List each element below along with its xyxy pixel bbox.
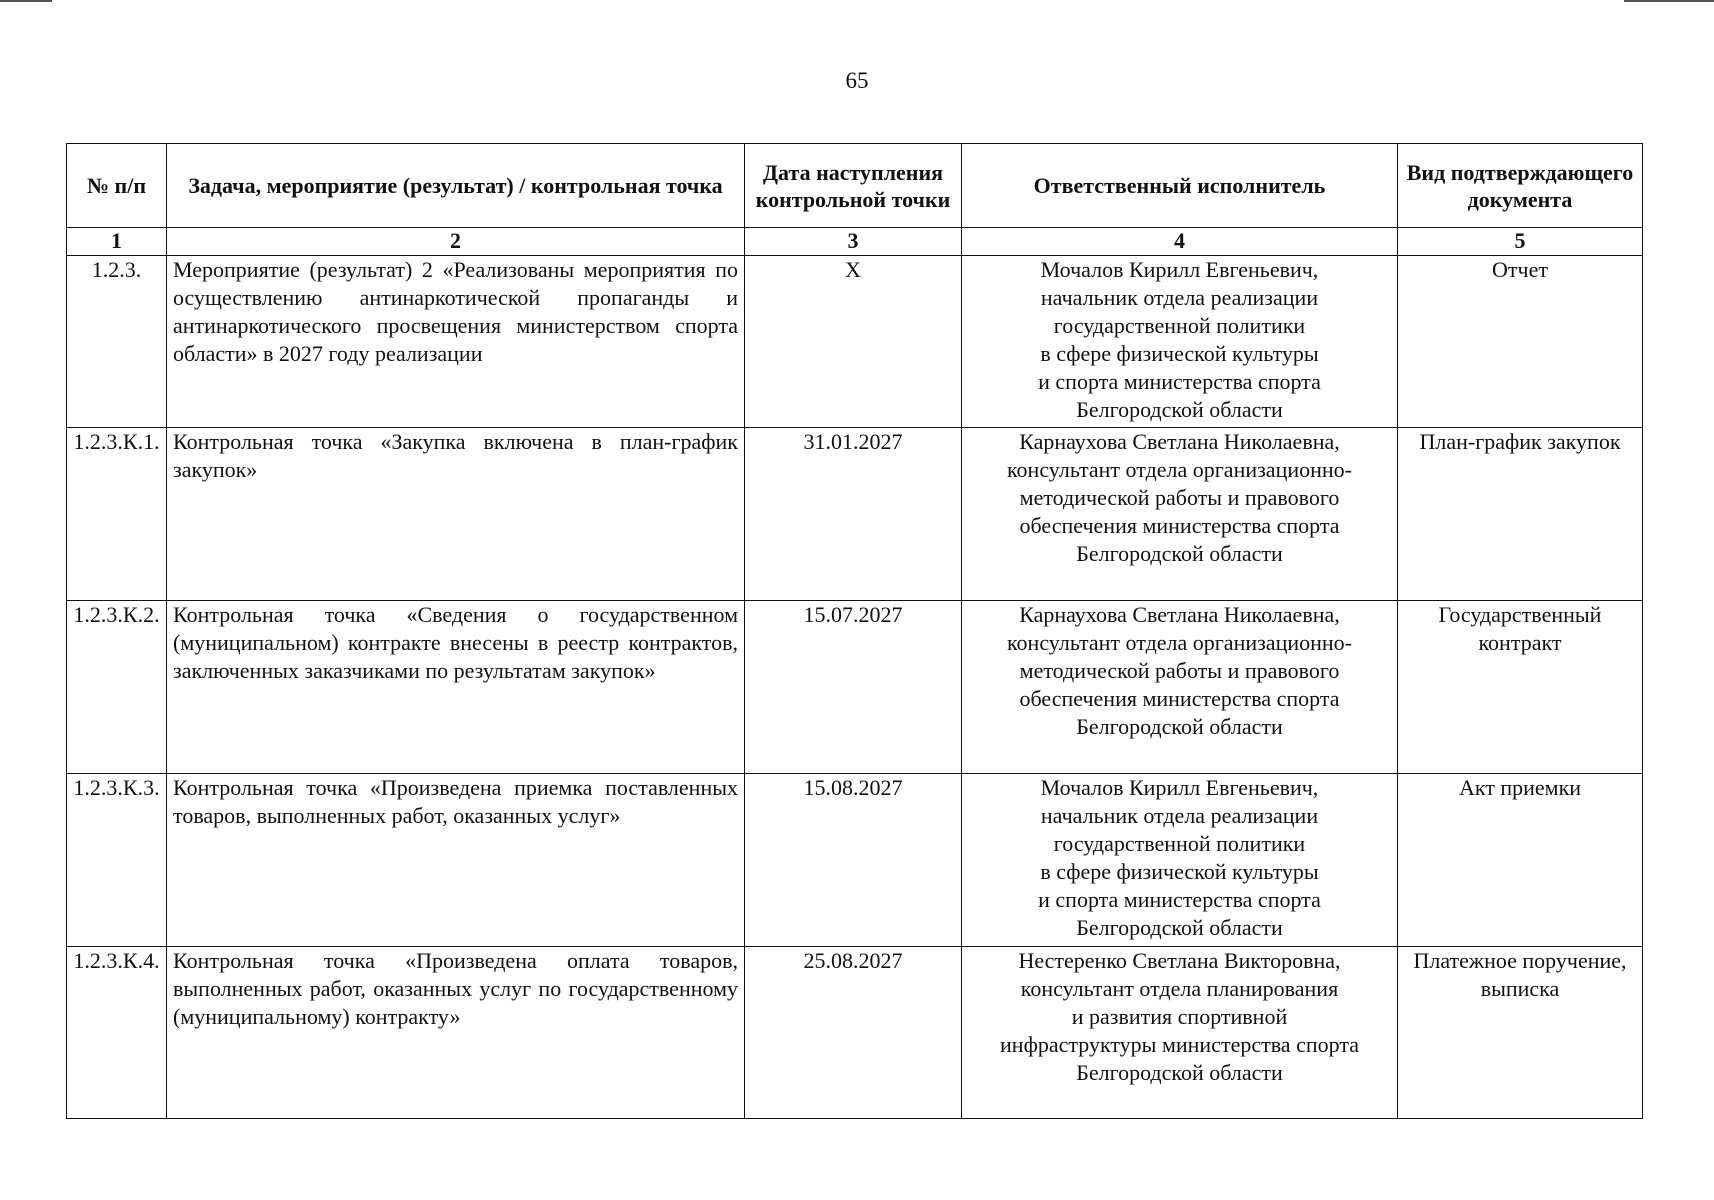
responsible-line: и развития спортивной [1071,1004,1288,1029]
row-number: 1.2.3.К.3. [67,774,167,947]
responsible-line: начальник отдела реализации [1040,285,1319,310]
row-date: 15.08.2027 [745,774,962,947]
row-task: Контрольная точка «Сведения о государственном (муниципальном) контракте внесены в реестр контрактов, заключенных заказчиками по результатам закупок» [167,601,745,774]
row-task: Контрольная точка «Закупка включена в план-график закупок» [167,428,745,601]
page-number: 65 [845,68,869,93]
header-document: Вид подтверждающего документа [1398,144,1643,228]
responsible-line: консультант отдела планирования [1020,976,1339,1001]
row-number: 1.2.3.К.1. [67,428,167,601]
row-document: Государственный контракт [1398,601,1643,774]
responsible-line: в сфере физической культуры [1040,859,1319,884]
responsible-line: инфраструктуры министерства спорта [1000,1032,1359,1057]
responsible-line: Мочалов Кирилл Евгеньевич, [1040,257,1319,282]
row-task: Контрольная точка «Произведена приемка поставленных товаров, выполненных работ, оказанных услуг» [167,774,745,947]
row-responsible [962,774,1398,947]
responsible-line: методической работы и правового [1019,485,1340,510]
table-row [67,774,1643,947]
row-date: 25.08.2027 [745,947,962,1119]
row-date: 15.07.2027 [745,601,962,774]
row-responsible [962,947,1398,1119]
column-number: 4 [962,228,1398,256]
responsible-line: Белгородской области [1076,397,1283,422]
column-number: 2 [167,228,745,256]
responsible-line: Мочалов Кирилл Евгеньевич, [1040,775,1319,800]
responsible-line: методической работы и правового [1019,658,1340,683]
responsible-line: обеспечения министерства спорта [1019,686,1340,711]
responsible-line: консультант отдела организационно- [1006,630,1352,655]
row-task: Мероприятие (результат) 2 «Реализованы мероприятия по осуществлению антинаркотической пропаганды и антинаркотического просвещения министерством спорта области» в 2027 году реализации [167,256,745,428]
table-row [67,256,1643,428]
table-header-row [67,144,1643,228]
column-number: 3 [745,228,962,256]
table-row [67,947,1643,1119]
row-date: X [745,256,962,428]
responsible-line: и спорта министерства спорта [1038,369,1321,394]
table-row [67,601,1643,774]
control-points-table [66,143,1643,1119]
row-number: 1.2.3.К.4. [67,947,167,1119]
row-date: 31.01.2027 [745,428,962,601]
header-responsible: Ответственный исполнитель [962,144,1398,228]
responsible-line: консультант отдела организационно- [1006,457,1352,482]
row-number: 1.2.3. [67,256,167,428]
responsible-line: начальник отдела реализации [1040,803,1319,828]
row-document: Платежное поручение, выписка [1398,947,1643,1119]
table-row [67,428,1643,601]
column-number: 5 [1398,228,1643,256]
row-document: План-график закупок [1398,428,1643,601]
responsible-line: Карнаухова Светлана Николаевна, [1019,602,1340,627]
row-responsible [962,256,1398,428]
responsible-line: Белгородской области [1076,541,1283,566]
responsible-line: Белгородской области [1076,1060,1283,1085]
header-date: Дата наступления контрольной точки [745,144,962,228]
responsible-line: Нестеренко Светлана Викторовна, [1018,948,1341,973]
row-responsible [962,428,1398,601]
responsible-line: в сфере физической культуры [1040,341,1319,366]
header-number: № п/п [67,144,167,228]
responsible-line: Белгородской области [1076,915,1283,940]
responsible-line: обеспечения министерства спорта [1019,513,1340,538]
row-task: Контрольная точка «Произведена оплата товаров, выполненных работ, оказанных услуг по государственному (муниципальному) контракту» [167,947,745,1119]
column-number: 1 [67,228,167,256]
row-document: Акт приемки [1398,774,1643,947]
header-task: Задача, мероприятие (результат) / контрольная точка [167,144,745,228]
row-responsible [962,601,1398,774]
responsible-line: государственной политики [1053,313,1306,338]
column-number-row [67,228,1643,256]
responsible-line: Белгородской области [1076,714,1283,739]
responsible-line: Карнаухова Светлана Николаевна, [1019,429,1340,454]
responsible-line: государственной политики [1053,831,1306,856]
scan-edge-right [1624,0,1714,2]
responsible-line: и спорта министерства спорта [1038,887,1321,912]
row-number: 1.2.3.К.2. [67,601,167,774]
row-document: Отчет [1398,256,1643,428]
scan-edge-left [0,0,52,2]
